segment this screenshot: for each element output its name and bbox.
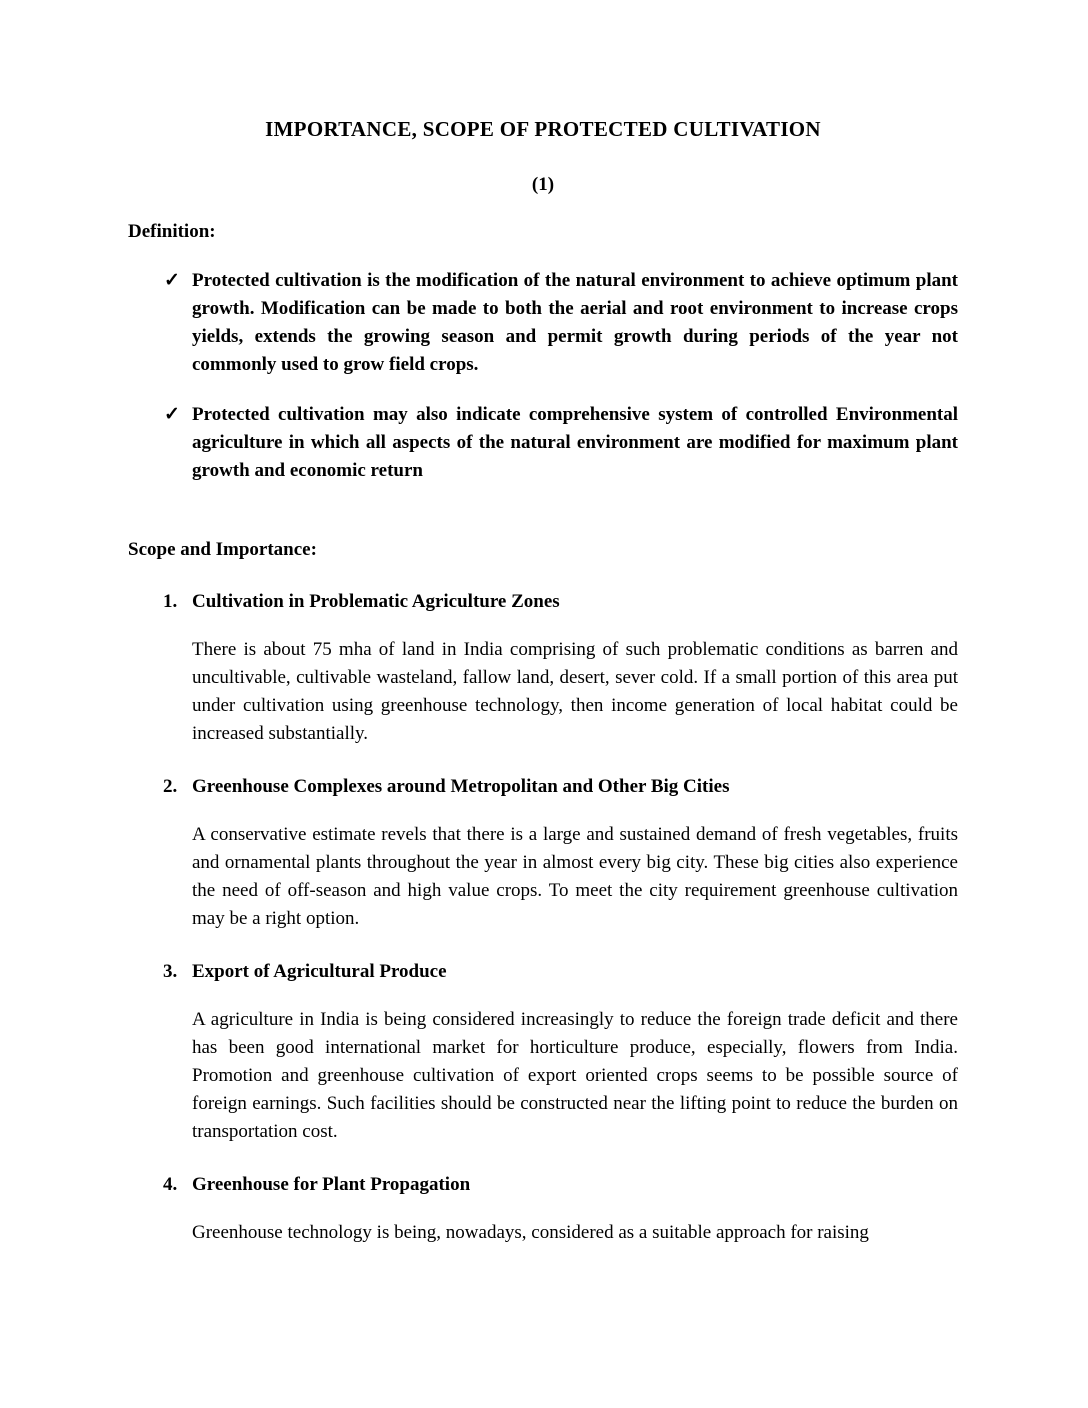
checkmark-icon: ✓ <box>164 404 180 425</box>
section-2-body: A conservative estimate revels that there is a large and sustained demand of fresh vegetables, fruits and ornamental plants throughout the year in almost every big city. These big cities also experience the need of off-season and high value crops. To meet the city requirement greenhouse cultivation may be a right option. <box>192 824 958 929</box>
section-4 <box>128 1172 958 1247</box>
section-3-body: A agriculture in India is being considered increasingly to reduce the foreign trade deficit and there has been good international market for horticulture produce, especially, flowers from India. Promotion and greenhouse cultivation of export oriented crops seems to be possible source of foreign earnings. Such facilities should be constructed near the lifting point to reduce the burden on transportation cost. <box>192 1009 958 1142</box>
section-1-heading-text: Cultivation in Problematic Agriculture Zones <box>192 591 560 612</box>
document-title: IMPORTANCE, SCOPE OF PROTECTED CULTIVATION <box>265 117 821 141</box>
section-3 <box>128 959 958 1146</box>
section-3-number: 3. <box>163 961 178 982</box>
section-3-heading-text: Export of Agricultural Produce <box>192 961 447 982</box>
definition-bullet-2-text: Protected cultivation may also indicate comprehensive system of controlled Environmental agriculture in which all aspects of the natural environment are modified for maximum plant growth and economic return <box>192 404 958 481</box>
section-2-heading <box>128 774 958 800</box>
definition-bullet-2 <box>128 401 958 485</box>
section-4-heading-text: Greenhouse for Plant Propagation <box>192 1174 471 1195</box>
section-2-heading-text: Greenhouse Complexes around Metropolitan and Other Big Cities <box>192 776 730 797</box>
section-2-number: 2. <box>163 776 178 797</box>
definition-heading: Definition: <box>128 221 216 242</box>
section-1-body: There is about 75 mha of land in India comprising of such problematic conditions as barren and uncultivable, cultivable wasteland, fallow land, desert, sever cold. If a small portion of this area put under cultivation using greenhouse technology, then income generation of local habitat could be increased substantially. <box>192 639 958 744</box>
definition-bullet-1-text: Protected cultivation is the modification of the natural environment to achieve optimum plant growth. Modification can be made to both the aerial and root environment to increase crops yields, extends the growing season and permit growth during periods of the year not commonly used to grow field crops. <box>192 270 958 375</box>
section-4-body: Greenhouse technology is being, nowadays, considered as a suitable approach for raising <box>192 1222 869 1243</box>
section-3-heading <box>128 959 958 985</box>
checkmark-icon: ✓ <box>164 270 180 291</box>
section-1-heading <box>128 589 958 615</box>
section-4-heading <box>128 1172 958 1198</box>
section-1 <box>128 589 958 748</box>
section-2 <box>128 774 958 933</box>
page-number: (1) <box>531 174 555 195</box>
definition-bullet-1 <box>128 267 958 379</box>
section-4-number: 4. <box>163 1174 178 1195</box>
section-1-number: 1. <box>163 591 178 612</box>
scope-heading: Scope and Importance: <box>128 539 317 560</box>
